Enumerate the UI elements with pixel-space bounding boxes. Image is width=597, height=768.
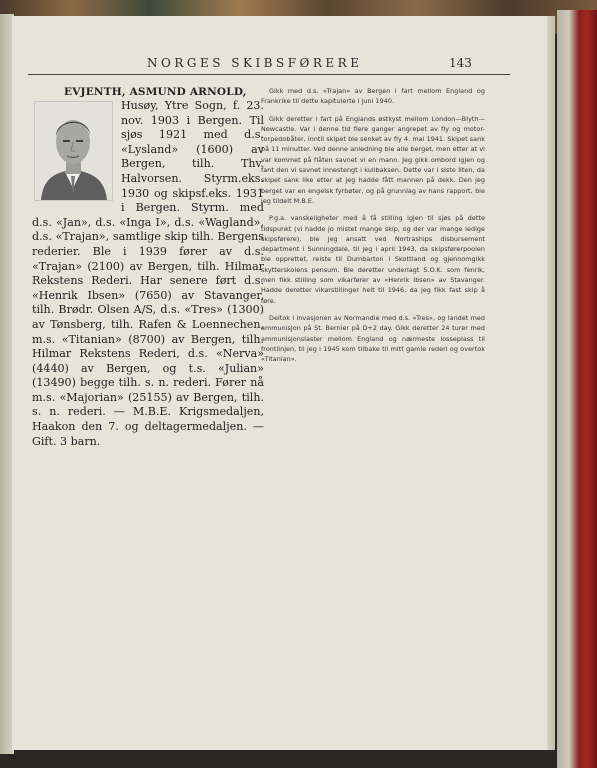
running-title: NORGES SKIBSFØRERE xyxy=(147,56,363,70)
header-rule xyxy=(28,74,510,75)
entry-biography: Husøy, Ytre Sogn, f. 23. nov. 1903 i Bergen. Til sjøs 1921 med d.s. «Lysland» (1600) av Bergen, tilh. Thv. Halvorsen. Styrm.eks. 1930 og skipsf.eks. 1931 i Bergen. Styrm. med d.s. «Jan», d.s. «Inga I», d.s. «Wagland», d.s. «Trajan», samtlige skip tilh. Bergens rederier. Ble i 1939 fører av d.s. «Trajan» (2100) av Bergen, tilh. Hilmar Rekstens Rederi. Har senere ført d.s. «Henrik Ibsen» (7650) av Stavanger, tilh. Brødr. Olsen A/S, d.s. «Tres» (1300) av Tønsberg, tilh. Rafen & Loennechen, m.s. «Titanian» (8700) av Bergen, tilh. Hilmar Rekstens Rederi, d.s. «Nerva» (4440) av Bergen, og t.s. «Julian» (13490) begge tilh. s. n. rederi. Fører nå m.s. «Majorian» (25155) av Bergen, tilh. s. n. rederi. — M.B.E. Krigsmedaljen, Haakon den 7. og deltagermedaljen. — Gift. 3 barn. xyxy=(32,99,264,448)
page-number: 143 xyxy=(449,56,472,70)
war-account-paragraph: Deltok i invasjonen av Normandie med d.s. «Tres», og landet med ammunisjon på St. Bernier på D+2 day. Gikk deretter 24 turer med ammunisjonslaster mellom England og nærmeste losseplass til frontlinjen, til jeg i 1945 kom tilbake til mitt gamle rederi og overtok «Titanian». xyxy=(261,313,485,364)
war-account-paragraph: P.g.a. vanskeligheter med å få stilling igjen til sjøs på dette tidspunkt (vi hadde jo mistet mange skip, og der var mange ledige skipsførere), ble jeg ansatt ved Nortraships disbursement department i Sunningdale, til jeg i april 1943, da skipsførerpoolen ble opprettet, reiste til Dumbarton i Skottland og gjennomgikk skytterskolens pensum. Ble deretter underlagt S.O.K. som fenrik, men fikk stilling som vikarfører av «Henrik Ibsen» av Stavanger. Hadde deretter vikarstillinger helt til 1946, da jeg fikk fast skip å føre. xyxy=(261,214,485,305)
war-account-column xyxy=(261,86,485,371)
entry-name: EVJENTH, ASMUND ARNOLD, xyxy=(64,86,247,98)
war-account-paragraph: Gikk med d.s. «Trajan» av Bergen i fart mellom England og Frankrike til dette kapitulerte i juni 1940. xyxy=(261,87,485,106)
book-spine xyxy=(557,10,597,768)
portrait-photo xyxy=(34,101,113,201)
war-account-paragraph: Gikk deretter i fart på Englands østkyst mellom London—Blyth—Newcastle. Var i denne tid flere ganger angrepet av fly og motor-torpedobåter, inntil skipet ble senket av fly 4. mai 1941. Skipet sank på 11 minutter. Ved denne anledning ble alle berget, men etter at vi var kommet på flåten savnet vi en mann. Jeg gikk ombord igjen og fant den vi savnet innestengt i kullbaksen. Dette var i siste liten, da skipet sank like etter at jeg hadde fått mannen på dekk. Den jeg berget var en engelsk fyrbøter, og på grunnlag av hans rapport, ble jeg tildelt M.B.E. xyxy=(261,114,485,205)
biography-column xyxy=(32,86,264,449)
page-header xyxy=(12,56,532,76)
